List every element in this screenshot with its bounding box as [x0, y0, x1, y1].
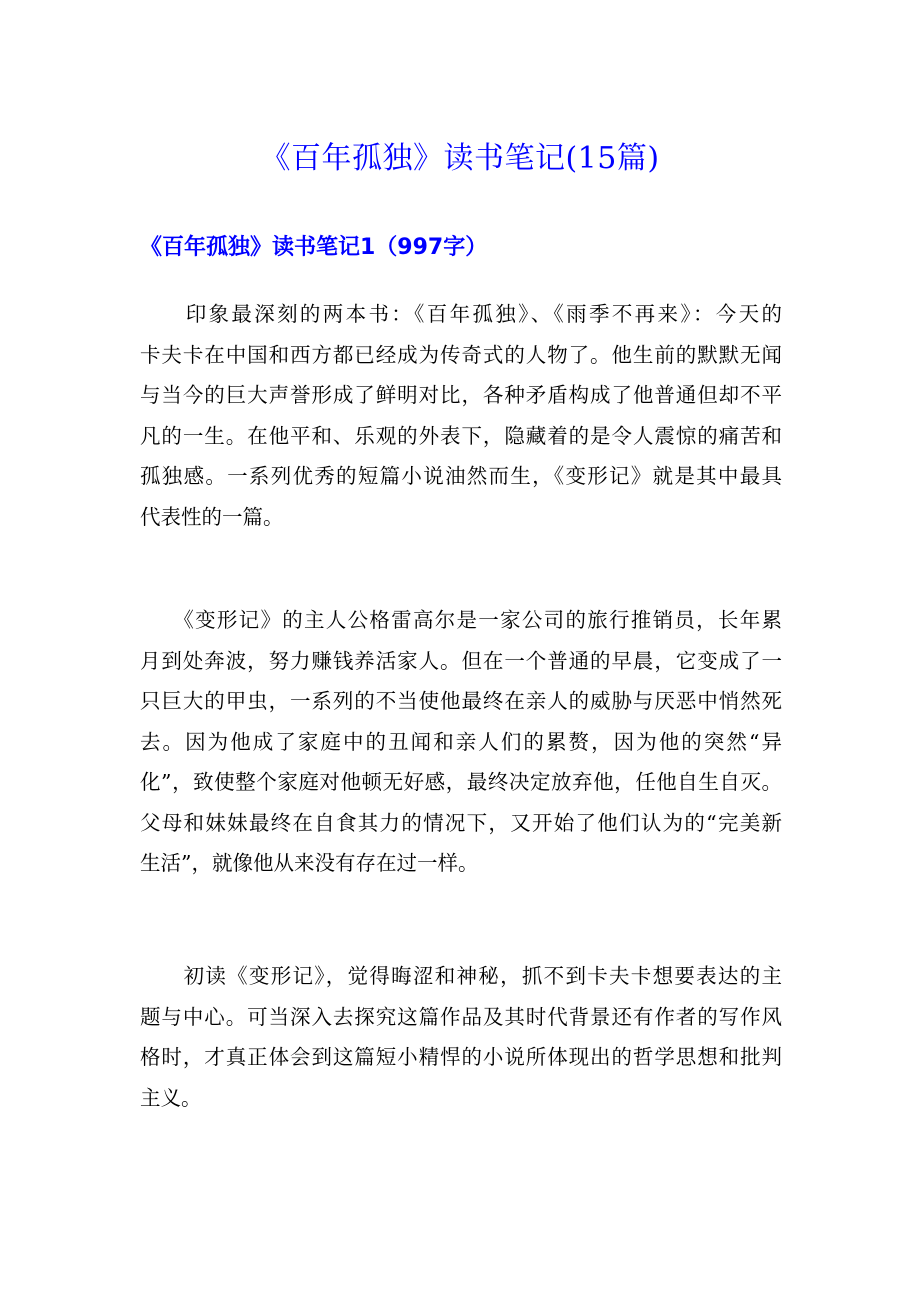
document-title: 《百年孤独》读书笔记(15篇) — [260, 141, 660, 176]
paragraph-line: 去。因为他成了家庭中的丑闻和亲人们的累赘，因为他的突然“异 — [140, 729, 782, 754]
paragraph-2 — [140, 600, 782, 884]
paragraph-line: 只巨大的甲虫，一系列的不当使他最终在亲人的威胁与厌恶中悄然死 — [140, 689, 782, 713]
paragraph-line: 代表性的一篇。 — [140, 504, 284, 529]
paragraph-line: 凡的一生。在他平和、乐观的外表下，隐藏着的是令人震惊的痛苦和 — [140, 423, 782, 448]
paragraph-line: 初读《变形记》，觉得晦涩和神秘，抓不到卡夫卡想要表达的主 — [140, 964, 782, 988]
paragraph-line: 月到处奔波，努力赚钱养活家人。但在一个普通的早晨，它变成了一 — [140, 648, 782, 673]
paragraph-line: 与当今的巨大声誉形成了鲜明对比，各种矛盾构成了他普通但却不平 — [140, 383, 782, 407]
paragraph-3 — [140, 956, 782, 1118]
paragraph-line: 卡夫卡在中国和西方都已经成为传奇式的人物了。他生前的默默无闻 — [140, 342, 782, 367]
paragraph-line: 印象最深刻的两本书：《百年孤独》、《雨季不再来》：今天的 — [140, 302, 782, 326]
paragraph-line: 《变形记》的主人公格雷高尔是一家公司的旅行推销员，长年累 — [140, 608, 782, 632]
paragraph-line: 父母和妹妹最终在自食其力的情况下，又开始了他们认为的“完美新 — [140, 810, 782, 835]
paragraph-line: 化”，致使整个家庭对他顿无好感，最终决定放弃他，任他自生自灭。 — [140, 770, 782, 794]
section-heading: 《百年孤独》读书笔记1（997字） — [140, 235, 488, 260]
paragraph-1 — [140, 294, 782, 537]
paragraph-line: 生活”，就像他从来没有存在过一样。 — [140, 851, 479, 875]
paragraph-line: 主义。 — [140, 1085, 202, 1110]
paragraph-line: 孤独感。一系列优秀的短篇小说油然而生，《变形记》就是其中最具 — [140, 464, 782, 488]
paragraph-line: 格时，才真正体会到这篇短小精悍的小说所体现出的哲学思想和批判 — [140, 1045, 782, 1069]
paragraph-line: 题与中心。可当深入去探究这篇作品及其时代背景还有作者的写作风 — [140, 1004, 782, 1029]
